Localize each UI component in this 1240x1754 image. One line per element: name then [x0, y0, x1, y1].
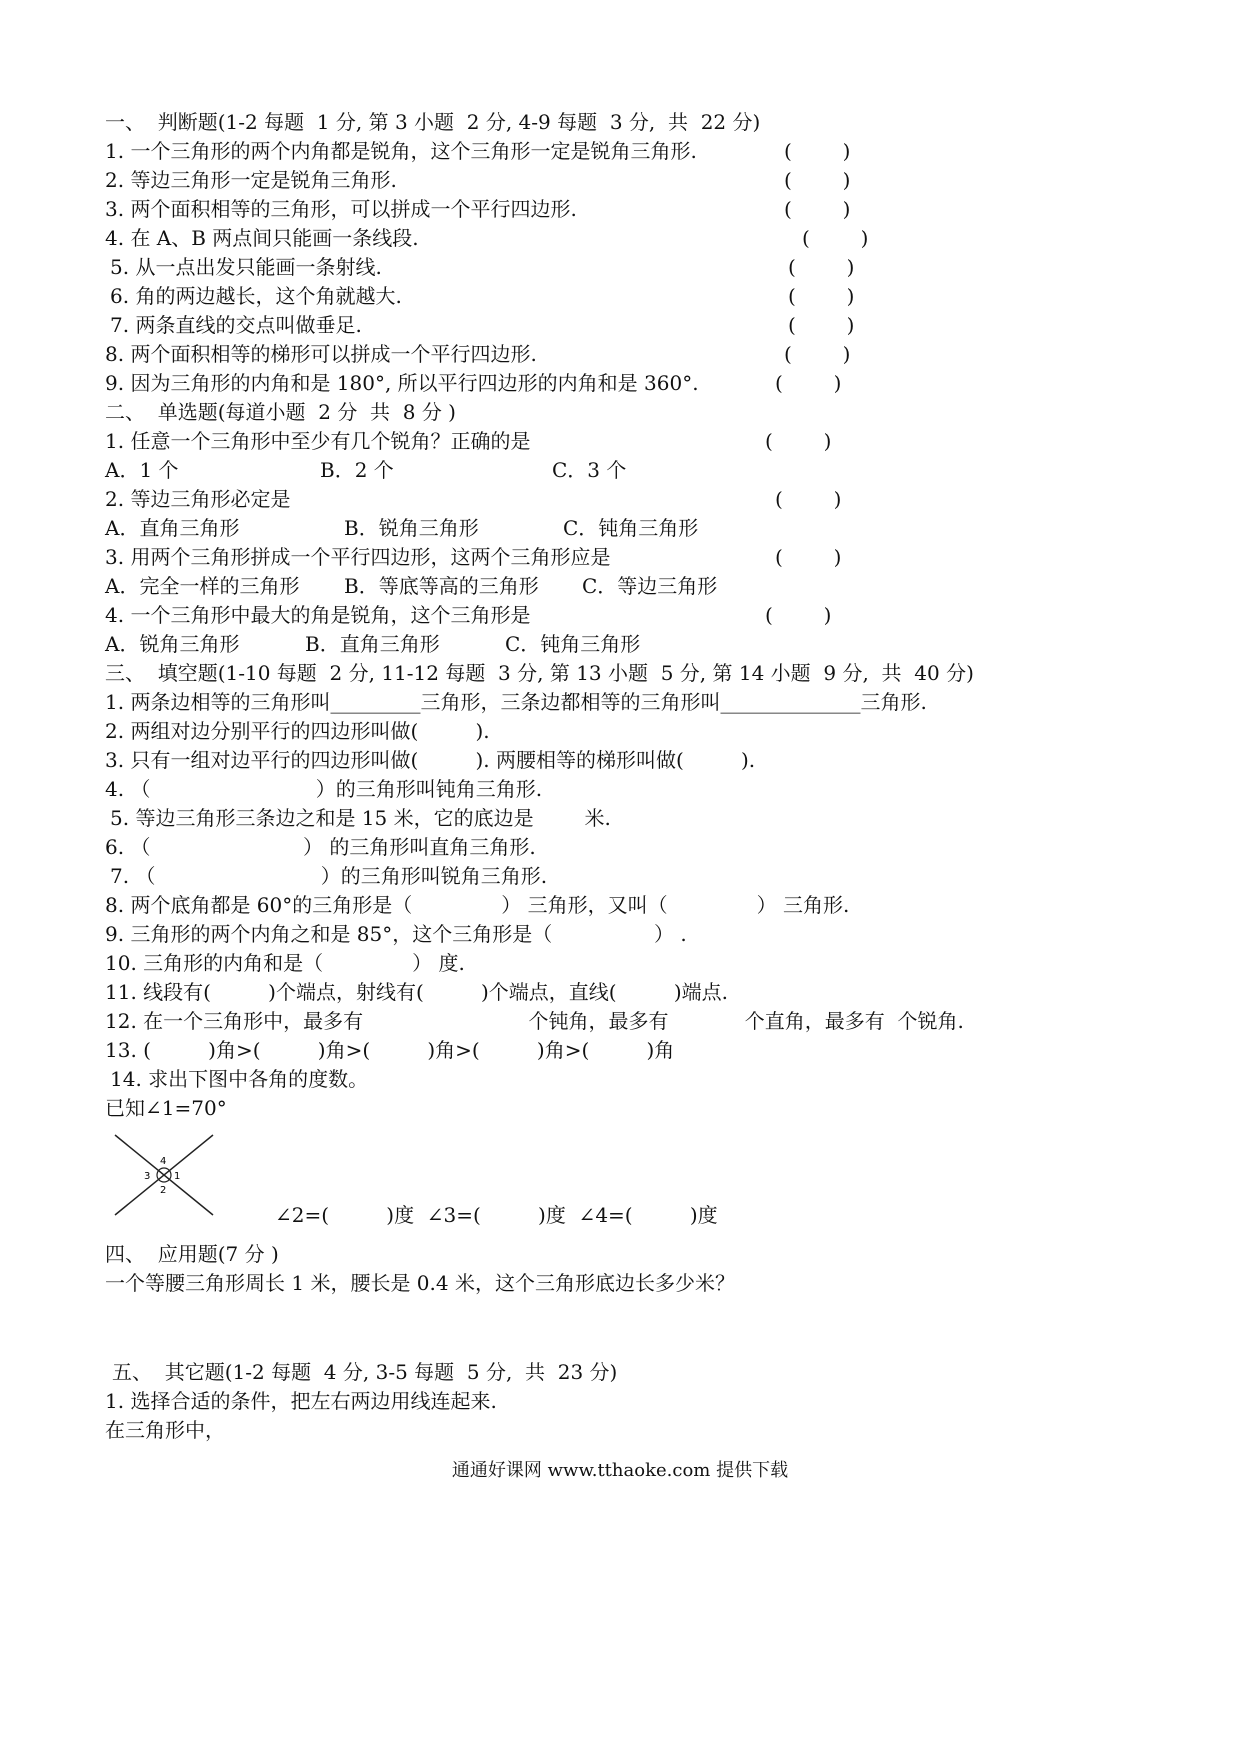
fill-item-9[interactable]: 9. 三角形的两个内角之和是 85°，这个三角形是（ ） . [105, 922, 687, 946]
judge-item-7: 7. 两条直线的交点叫做垂足. [110, 313, 362, 337]
judge-item-9: 9. 因为三角形的内角和是 180°, 所以平行四边形的内角和是 360°. [105, 371, 699, 395]
section-2-title: 二、 单选题(每道小题 2 分 共 8 分 ) [105, 400, 456, 424]
other-q1: 1. 选择合适的条件，把左右两边用线连起来. [105, 1389, 497, 1413]
judge-item-8: 8. 两个面积相等的梯形可以拼成一个平行四边形. [105, 342, 537, 366]
choice-q4-option-b[interactable]: B．直角三角形 [305, 632, 440, 656]
choice-q4: 4. 一个三角形中最大的角是锐角，这个三角形是 [105, 603, 531, 627]
judge-bracket-5[interactable]: ( ) [788, 255, 855, 279]
judge-bracket-2[interactable]: ( ) [784, 168, 851, 192]
choice-q4-option-a[interactable]: A．锐角三角形 [105, 632, 240, 656]
choice-q3-option-c[interactable]: C．等边三角形 [582, 574, 718, 598]
choice-q2-option-c[interactable]: C．钝角三角形 [563, 516, 699, 540]
fill-item-1[interactable]: 1. 两条边相等的三角形叫_________三角形，三条边都相等的三角形叫______________三角形. [105, 690, 927, 714]
angle-answer-line[interactable]: ∠2=( )度 ∠3=( )度 ∠4=( )度 [275, 1203, 718, 1227]
intersecting-lines-figure [110, 1130, 220, 1220]
choice-q1: 1. 任意一个三角形中至少有几个锐角？正确的是 [105, 429, 531, 453]
judge-bracket-3[interactable]: ( ) [784, 197, 851, 221]
footer-credit: 通通好课网 www.tthaoke.com 提供下载 [451, 1460, 789, 1481]
judge-item-3: 3. 两个面积相等的三角形，可以拼成一个平行四边形. [105, 197, 577, 221]
judge-bracket-9[interactable]: ( ) [775, 371, 842, 395]
fill-item-2[interactable]: 2. 两组对边分别平行的四边形叫做( ). [105, 719, 490, 743]
judge-item-5: 5. 从一点出发只能画一条射线. [110, 255, 382, 279]
choice-q1-option-b[interactable]: B．2 个 [320, 458, 394, 482]
fill-item-13[interactable]: 13. ( )角>( )角>( )角>( )角>( )角 [105, 1038, 675, 1062]
choice-bracket-1[interactable]: ( ) [765, 429, 832, 453]
choice-q1-option-a[interactable]: A．1 个 [105, 458, 179, 482]
other-q1-sub: 在三角形中， [105, 1418, 225, 1442]
known-angle: 已知∠1=70° [105, 1096, 227, 1120]
fill-item-11[interactable]: 11. 线段有( )个端点，射线有( )个端点，直线( )端点. [105, 980, 728, 1004]
section-1-title: 一、 判断题(1-2 每题 1 分, 第 3 小题 2 分, 4-9 每题 3 分, 共 22 分) [105, 110, 761, 134]
section-4-title: 四、 应用题(7 分 ) [105, 1242, 279, 1266]
choice-q4-option-c[interactable]: C．钝角三角形 [505, 632, 641, 656]
fill-item-12[interactable]: 12. 在一个三角形中，最多有 个钝角，最多有 个直角，最多有 个锐角. [105, 1009, 964, 1033]
choice-q3-option-b[interactable]: B．等底等高的三角形 [344, 574, 539, 598]
choice-q1-option-c[interactable]: C．3 个 [552, 458, 627, 482]
choice-q2-option-b[interactable]: B．锐角三角形 [344, 516, 479, 540]
choice-q3: 3. 用两个三角形拼成一个平行四边形，这两个三角形应是 [105, 545, 611, 569]
fill-item-5[interactable]: 5. 等边三角形三条边之和是 15 米，它的底边是 米. [110, 806, 611, 830]
judge-bracket-8[interactable]: ( ) [784, 342, 851, 366]
fill-item-4[interactable]: 4. （ ）的三角形叫钝角三角形. [105, 777, 543, 801]
fill-item-10[interactable]: 10. 三角形的内角和是（ ） 度. [105, 951, 465, 975]
application-question: 一个等腰三角形周长 1 米，腰长是 0.4 米，这个三角形底边长多少米？ [105, 1271, 735, 1295]
angle-label-3: 3 [144, 1171, 151, 1182]
fill-item-8[interactable]: 8. 两个底角都是 60°的三角形是（ ） 三角形，又叫（ ） 三角形. [105, 893, 850, 917]
judge-bracket-4[interactable]: ( ) [802, 226, 869, 250]
judge-item-4: 4. 在 A、B 两点间只能画一条线段. [105, 226, 419, 250]
angle-label-4: 4 [160, 1156, 167, 1167]
choice-q2: 2. 等边三角形必定是 [105, 487, 291, 511]
judge-item-2: 2. 等边三角形一定是锐角三角形. [105, 168, 397, 192]
judge-item-6: 6. 角的两边越长，这个角就越大. [110, 284, 402, 308]
fill-item-14: 14. 求出下图中各角的度数。 [110, 1067, 369, 1091]
judge-item-1: 1. 一个三角形的两个内角都是锐角，这个三角形一定是锐角三角形. [105, 139, 697, 163]
section-5-title: 五、 其它题(1-2 每题 4 分, 3-5 每题 5 分, 共 23 分) [112, 1360, 618, 1384]
judge-bracket-6[interactable]: ( ) [788, 284, 855, 308]
angle-label-1: 1 [174, 1171, 181, 1182]
section-3-title: 三、 填空题(1-10 每题 2 分, 11-12 每题 3 分, 第 13 小题 5 分, 第 14 小题 9 分, 共 40 分) [105, 661, 974, 685]
choice-bracket-3[interactable]: ( ) [775, 545, 842, 569]
fill-item-7[interactable]: 7. （ ）的三角形叫锐角三角形. [110, 864, 548, 888]
fill-item-3[interactable]: 3. 只有一组对边平行的四边形叫做( ). 两腰相等的梯形叫做( ). [105, 748, 756, 772]
fill-item-6[interactable]: 6. （ ） 的三角形叫直角三角形. [105, 835, 536, 859]
choice-q2-option-a[interactable]: A．直角三角形 [105, 516, 240, 540]
angle-label-2: 2 [160, 1185, 167, 1196]
judge-bracket-7[interactable]: ( ) [788, 313, 855, 337]
choice-q3-option-a[interactable]: A．完全一样的三角形 [105, 574, 300, 598]
choice-bracket-4[interactable]: ( ) [765, 603, 832, 627]
judge-bracket-1[interactable]: ( ) [784, 139, 851, 163]
choice-bracket-2[interactable]: ( ) [775, 487, 842, 511]
